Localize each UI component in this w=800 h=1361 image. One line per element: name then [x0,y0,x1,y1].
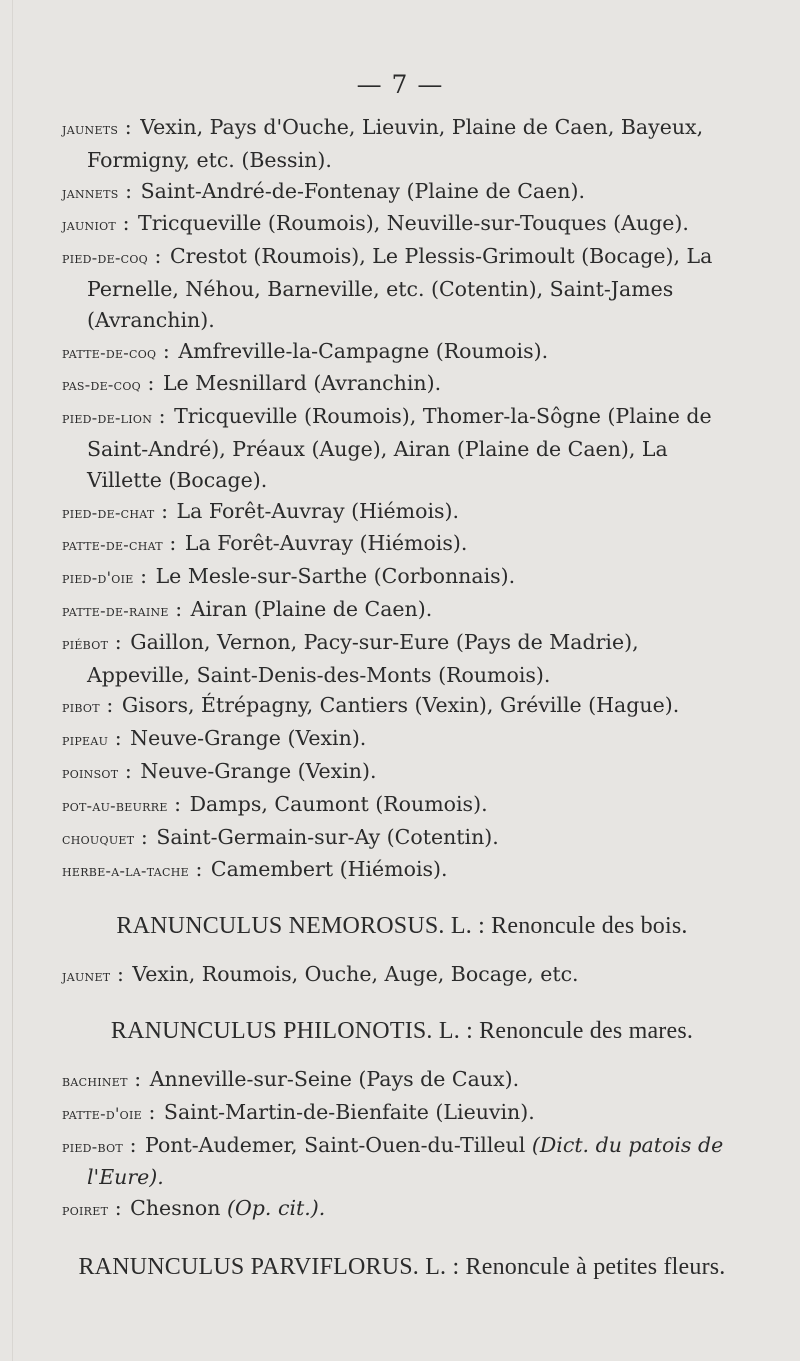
locality-list: Le Mesle-sur-Sarthe (Corbonnais). [155,564,516,589]
dialect-entry [62,112,742,176]
dialect-term: pipeau [62,730,109,750]
term-separator: : [167,791,188,816]
locality-list: Anneville-sur-Seine (Pays de Caux). [149,1066,520,1091]
locality-list: Gisors, Étrépagny, Cantiers (Vexin), Gréville (Hague). [121,693,680,718]
dialect-entry [62,528,742,561]
dialect-entry [62,690,742,723]
dialect-entry [62,1130,742,1194]
dialect-term: jaunet [62,966,111,986]
term-separator: : [154,498,175,523]
dialect-term: pied-de-coq [62,248,148,268]
term-separator: : [127,1066,148,1091]
term-separator: : [133,564,154,589]
dialect-term: jauniot [62,215,117,235]
dialect-entry [62,368,742,401]
dialect-term: poiret [62,1200,109,1220]
dialect-entry [62,336,742,369]
locality-list: Saint-André-de-Fontenay (Plaine de Caen). [140,178,585,203]
term-separator: : [123,1132,143,1157]
dialect-entry [62,822,742,855]
locality-list: La Forêt-Auvray (Hiémois). [176,498,460,523]
locality-list: Chesnon [130,1196,221,1221]
dialect-entry [62,176,742,209]
term-separator: : [162,531,183,556]
dialect-entry [62,959,742,992]
entries-block-nemorosus [62,959,742,992]
term-separator: : [148,244,168,269]
locality-list: Le Mesnillard (Avranchin). [162,371,442,396]
dialect-term: pas-de-coq [62,375,141,395]
dialect-term: pot-au-beurre [62,795,168,815]
dialect-term: patte-de-raine [62,600,169,620]
term-separator: : [156,338,177,363]
dialect-entry [62,594,742,627]
locality-list: Camembert (Hiémois). [210,857,448,882]
citation: (Dict. du patois de l'Eure). [87,1132,724,1190]
dialect-term: jaunets [62,119,119,138]
locality-list: Airan (Plaine de Caen). [190,596,433,621]
locality-list: Gaillon, Vernon, Pacy-sur-Eure (Pays de Madrie), Appeville, Saint-Denis-des-Monts (Roumois). [87,629,639,687]
term-separator: : [116,211,137,236]
page-number: — 7 — [356,70,444,99]
dialect-term: pied-de-chat [62,502,155,522]
dialect-entry [62,854,742,887]
locality-list: Vexin, Roumois, Ouche, Auge, Bocage, etc. [132,962,579,987]
dialect-term: bachinet [62,1070,128,1090]
dialect-entry [62,756,742,789]
term-separator: : [118,115,139,139]
locality-list: Neuve-Grange (Vexin). [130,726,367,751]
dialect-entry [62,1097,742,1130]
term-separator: : [152,404,173,429]
term-separator: : [110,962,131,987]
locality-list: Tricqueville (Roumois), Neuville-sur-Touques (Auge). [138,211,689,236]
locality-list: Amfreville-la-Campagne (Roumois). [178,338,549,363]
page-edge-shadow [12,0,13,1361]
term-separator: : [118,758,139,783]
page-content [62,112,742,1300]
entries-block-ranunculus-acris [62,112,742,887]
term-separator: : [140,371,161,396]
dialect-term: jannets [62,182,119,202]
term-separator: : [108,726,129,751]
term-separator: : [118,178,139,203]
locality-list: Crestot (Roumois), Le Plessis-Grimoult (Bocage), La Pernelle, Néhou, Barneville, etc. (Cotentin), Saint-James (Avranchin). [87,244,713,332]
dialect-term: chouquet [62,828,135,848]
term-separator: : [134,824,155,849]
section-heading-parviflorus: RANUNCULUS PARVIFLORUS. L. : Renoncule à petites fleurs. [78,1253,726,1280]
dialect-term: pibot [62,697,100,717]
dialect-term: patte-d'oie [62,1103,142,1123]
dialect-entry [62,1193,742,1226]
dialect-term: pied-bot [62,1136,124,1156]
dialect-entry [62,789,742,822]
dialect-term: poinsot [62,762,119,782]
term-separator: : [188,857,209,882]
locality-list: Saint-Germain-sur-Ay (Cotentin). [156,824,499,849]
dialect-entry [62,561,742,594]
dialect-entry [62,401,742,495]
locality-list: Pont-Audemer, Saint-Ouen-du-Tilleul [145,1132,526,1157]
dialect-term: pied-de-lion [62,408,153,428]
term-separator: : [168,596,189,621]
dialect-term: pied-d'oie [62,568,134,588]
dialect-term: piébot [62,633,109,653]
entries-block-philonotis [62,1064,742,1226]
dialect-entry [62,208,742,241]
citation: (Op. cit.). [227,1196,326,1221]
dialect-term: herbe-a-la-tache [62,861,189,881]
dialect-term: patte-de-coq [62,342,157,362]
dialect-term: patte-de-chat [62,535,163,555]
term-separator: : [99,693,120,718]
dialect-entry [62,723,742,756]
section-heading-nemorosus: RANUNCULUS NEMOROSUS. L. : Renoncule des bois. [116,913,688,940]
dialect-entry [62,1064,742,1097]
term-separator: : [141,1099,162,1124]
locality-list: Tricqueville (Roumois), Thomer-la-Sôgne (Plaine de Saint-André), Préaux (Auge), Airan (Plaine de Caen), La Villette (Bocage). [87,404,712,492]
dialect-entry [62,241,742,335]
term-separator: : [108,629,129,654]
locality-list: La Forêt-Auvray (Hiémois). [184,531,468,556]
dialect-entry [62,627,742,691]
section-heading-philonotis: RANUNCULUS PHILONOTIS. L. : Renoncule des mares. [110,1017,694,1044]
locality-list: Neuve-Grange (Vexin). [140,758,377,783]
locality-list: Damps, Caumont (Roumois). [189,791,488,816]
locality-list: Saint-Martin-de-Bienfaite (Lieuvin). [163,1099,535,1124]
locality-list: Vexin, Pays d'Ouche, Lieuvin, Plaine de Caen, Bayeux, Formigny, etc. (Bessin). [87,115,704,172]
term-separator: : [108,1196,129,1221]
dialect-entry [62,496,742,529]
